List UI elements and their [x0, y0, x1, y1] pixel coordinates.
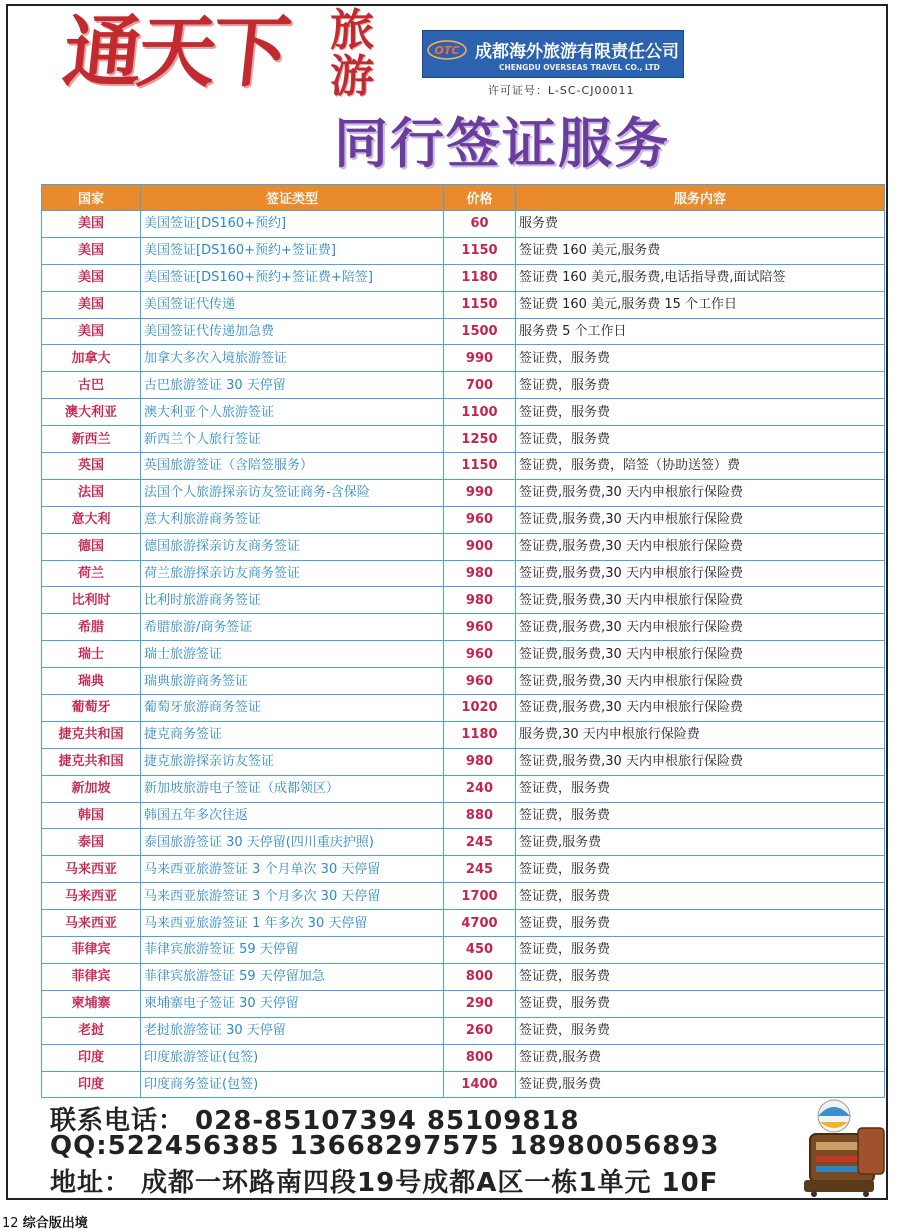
cell-service: 签证费，服务费: [516, 775, 885, 802]
cell-country: 新西兰: [42, 426, 141, 453]
cell-visa-type: 德国旅游探亲访友商务签证: [141, 533, 444, 560]
table-row: [42, 533, 885, 560]
cell-service: 签证费，服务费: [516, 802, 885, 829]
cell-service: 签证费,服务费,30 天内申根旅行保险费: [516, 560, 885, 587]
cell-price: 980: [444, 560, 516, 587]
cell-price: 260: [444, 1017, 516, 1044]
license-number: 许可证号：L-SC-CJ00011: [488, 84, 635, 97]
cell-visa-type: 马来西亚旅游签证 3 个月多次 30 天停留: [141, 883, 444, 910]
cell-visa-type: 菲律宾旅游签证 59 天停留加急: [141, 963, 444, 990]
section-name: 综合版出境: [22, 1216, 88, 1231]
cell-price: 1150: [444, 237, 516, 264]
table-row: [42, 399, 885, 426]
cell-service: 签证费,服务费,30 天内申根旅行保险费: [516, 614, 885, 641]
table-row: [42, 1017, 885, 1044]
cell-country: 希腊: [42, 614, 141, 641]
cell-price: 880: [444, 802, 516, 829]
table-row: [42, 802, 885, 829]
cell-service: 签证费,服务费,30 天内申根旅行保险费: [516, 748, 885, 775]
cell-country: 韩国: [42, 802, 141, 829]
table-header-row: [42, 185, 885, 211]
cell-price: 1250: [444, 426, 516, 453]
cell-visa-type: 澳大利亚个人旅游签证: [141, 399, 444, 426]
cell-country: 菲律宾: [42, 937, 141, 964]
cell-country: 英国: [42, 453, 141, 480]
table-row: [42, 345, 885, 372]
cell-visa-type: 美国签证[DS160+预约+签证费+陪签]: [141, 264, 444, 291]
table-row: [42, 668, 885, 695]
cell-service: 签证费 160 美元,服务费 15 个工作日: [516, 291, 885, 318]
cell-country: 荷兰: [42, 560, 141, 587]
cell-country: 意大利: [42, 506, 141, 533]
cell-service: 签证费,服务费,30 天内申根旅行保险费: [516, 695, 885, 722]
brand-title-side: 旅游: [330, 5, 374, 102]
cell-price: 4700: [444, 910, 516, 937]
luggage-suitcase-icon: [796, 1094, 888, 1198]
cell-service: 签证费 160 美元,服务费,电话指导费,面试陪签: [516, 264, 885, 291]
company-banner: [422, 30, 684, 78]
table-row: [42, 748, 885, 775]
cell-visa-type: 柬埔寨电子签证 30 天停留: [141, 990, 444, 1017]
table-row: [42, 829, 885, 856]
col-header-price: 价格: [444, 185, 516, 211]
cell-price: 245: [444, 829, 516, 856]
cell-price: 1500: [444, 318, 516, 345]
table-row: [42, 1044, 885, 1071]
table-row: [42, 291, 885, 318]
cell-price: 1150: [444, 291, 516, 318]
table-row: [42, 963, 885, 990]
cell-country: 捷克共和国: [42, 721, 141, 748]
table-row: [42, 695, 885, 722]
cell-country: 马来西亚: [42, 883, 141, 910]
cell-service: 签证费,服务费,30 天内申根旅行保险费: [516, 668, 885, 695]
table-row: [42, 211, 885, 238]
cell-country: 法国: [42, 479, 141, 506]
cell-service: 签证费,服务费,30 天内申根旅行保险费: [516, 533, 885, 560]
cell-country: 马来西亚: [42, 910, 141, 937]
table-row: [42, 775, 885, 802]
cell-price: 960: [444, 668, 516, 695]
table-row: [42, 264, 885, 291]
company-name-cn: 成都海外旅游有限责任公司: [475, 42, 679, 62]
cell-visa-type: 马来西亚旅游签证 1 年多次 30 天停留: [141, 910, 444, 937]
cell-service: 签证费，服务费: [516, 345, 885, 372]
cell-price: 980: [444, 587, 516, 614]
cell-visa-type: 美国签证[DS160+预约]: [141, 211, 444, 238]
cell-visa-type: 英国旅游签证（含陪签服务）: [141, 453, 444, 480]
visa-price-table: [41, 184, 885, 1098]
table-row: [42, 641, 885, 668]
cell-visa-type: 加拿大多次入境旅游签证: [141, 345, 444, 372]
table-row: [42, 318, 885, 345]
cell-country: 泰国: [42, 829, 141, 856]
cell-service: 签证费，服务费: [516, 937, 885, 964]
cell-price: 960: [444, 614, 516, 641]
cell-visa-type: 老挝旅游签证 30 天停留: [141, 1017, 444, 1044]
brand-title: 通天下: [59, 7, 291, 98]
cell-country: 葡萄牙: [42, 695, 141, 722]
contact-qq: QQ:522456385 13668297575 18980056893: [50, 1131, 720, 1161]
table-row: [42, 883, 885, 910]
cell-price: 960: [444, 506, 516, 533]
cell-visa-type: 泰国旅游签证 30 天停留(四川重庆护照): [141, 829, 444, 856]
cell-service: 签证费，服务费: [516, 963, 885, 990]
cell-visa-type: 瑞典旅游商务签证: [141, 668, 444, 695]
cell-price: 245: [444, 856, 516, 883]
cell-country: 加拿大: [42, 345, 141, 372]
table-row: [42, 614, 885, 641]
cell-country: 美国: [42, 264, 141, 291]
cell-country: 新加坡: [42, 775, 141, 802]
cell-price: 960: [444, 641, 516, 668]
cell-price: 450: [444, 937, 516, 964]
cell-price: 900: [444, 533, 516, 560]
cell-service: 签证费，服务费: [516, 426, 885, 453]
cell-price: 700: [444, 372, 516, 399]
svg-text:OTC: OTC: [434, 44, 460, 57]
cell-service: 签证费,服务费: [516, 1044, 885, 1071]
cell-service: 服务费: [516, 211, 885, 238]
cell-visa-type: 印度商务签证(包签): [141, 1071, 444, 1098]
table-row: [42, 453, 885, 480]
otc-logo-icon: [427, 39, 467, 61]
cell-visa-type: 捷克商务签证: [141, 721, 444, 748]
cell-visa-type: 美国签证代传递加急费: [141, 318, 444, 345]
cell-country: 美国: [42, 318, 141, 345]
cell-country: 菲律宾: [42, 963, 141, 990]
cell-service: 签证费，服务费: [516, 990, 885, 1017]
cell-service: 签证费,服务费,30 天内申根旅行保险费: [516, 587, 885, 614]
cell-price: 1100: [444, 399, 516, 426]
cell-visa-type: 新加坡旅游电子签证（成都领区）: [141, 775, 444, 802]
cell-visa-type: 古巴旅游签证 30 天停留: [141, 372, 444, 399]
cell-country: 美国: [42, 291, 141, 318]
cell-visa-type: 新西兰个人旅行签证: [141, 426, 444, 453]
cell-country: 老挝: [42, 1017, 141, 1044]
cell-visa-type: 捷克旅游探亲访友签证: [141, 748, 444, 775]
col-header-country: 国家: [42, 185, 141, 211]
cell-service: 签证费,服务费,30 天内申根旅行保险费: [516, 506, 885, 533]
cell-country: 德国: [42, 533, 141, 560]
cell-country: 美国: [42, 211, 141, 238]
cell-price: 240: [444, 775, 516, 802]
cell-price: 990: [444, 479, 516, 506]
cell-service: 签证费，服务费: [516, 856, 885, 883]
cell-visa-type: 韩国五年多次往返: [141, 802, 444, 829]
cell-visa-type: 印度旅游签证(包签): [141, 1044, 444, 1071]
cell-visa-type: 比利时旅游商务签证: [141, 587, 444, 614]
cell-country: 柬埔寨: [42, 990, 141, 1017]
cell-country: 比利时: [42, 587, 141, 614]
col-header-service: 服务内容: [516, 185, 885, 211]
visa-table-body: [42, 211, 885, 1098]
cell-price: 800: [444, 1044, 516, 1071]
cell-visa-type: 美国签证代传递: [141, 291, 444, 318]
cell-price: 60: [444, 211, 516, 238]
cell-price: 1180: [444, 264, 516, 291]
page-number: 12: [2, 1216, 19, 1231]
cell-service: 服务费 5 个工作日: [516, 318, 885, 345]
cell-country: 捷克共和国: [42, 748, 141, 775]
cell-country: 印度: [42, 1071, 141, 1098]
cell-service: 签证费，服务费: [516, 910, 885, 937]
cell-service: 签证费，服务费: [516, 1017, 885, 1044]
page-headline: 同行签证服务: [334, 112, 670, 175]
cell-service: 签证费 160 美元,服务费: [516, 237, 885, 264]
cell-country: 马来西亚: [42, 856, 141, 883]
cell-price: 990: [444, 345, 516, 372]
contact-address: 地址： 成都一环路南四段19号成都A区一栋1单元 10F: [50, 1168, 719, 1198]
cell-country: 古巴: [42, 372, 141, 399]
table-row: [42, 237, 885, 264]
cell-price: 800: [444, 963, 516, 990]
cell-price: 1020: [444, 695, 516, 722]
cell-price: 1180: [444, 721, 516, 748]
cell-service: 签证费,服务费: [516, 829, 885, 856]
table-row: [42, 856, 885, 883]
cell-price: 1150: [444, 453, 516, 480]
cell-price: 980: [444, 748, 516, 775]
cell-country: 澳大利亚: [42, 399, 141, 426]
contact-phone: 联系电话： 028-85107394 85109818: [50, 1106, 580, 1136]
table-row: [42, 587, 885, 614]
cell-price: 290: [444, 990, 516, 1017]
table-row: [42, 426, 885, 453]
cell-visa-type: 法国个人旅游探亲访友签证商务-含保险: [141, 479, 444, 506]
cell-service: 签证费，服务费: [516, 399, 885, 426]
cell-visa-type: 葡萄牙旅游商务签证: [141, 695, 444, 722]
cell-visa-type: 意大利旅游商务签证: [141, 506, 444, 533]
cell-price: 1400: [444, 1071, 516, 1098]
cell-visa-type: 瑞士旅游签证: [141, 641, 444, 668]
table-row: [42, 721, 885, 748]
cell-service: 签证费,服务费,30 天内申根旅行保险费: [516, 479, 885, 506]
table-row: [42, 990, 885, 1017]
cell-service: 服务费,30 天内申根旅行保险费: [516, 721, 885, 748]
cell-visa-type: 马来西亚旅游签证 3 个月单次 30 天停留: [141, 856, 444, 883]
cell-visa-type: 菲律宾旅游签证 59 天停留: [141, 937, 444, 964]
cell-visa-type: 美国签证[DS160+预约+签证费]: [141, 237, 444, 264]
cell-country: 美国: [42, 237, 141, 264]
cell-service: 签证费，服务费: [516, 372, 885, 399]
table-row: [42, 560, 885, 587]
col-header-visa-type: 签证类型: [141, 185, 444, 211]
table-row: [42, 479, 885, 506]
table-row: [42, 937, 885, 964]
company-name-en: CHENGDU OVERSEAS TRAVEL CO., LTD: [499, 63, 660, 72]
cell-country: 瑞士: [42, 641, 141, 668]
cell-price: 1700: [444, 883, 516, 910]
table-row: [42, 910, 885, 937]
cell-visa-type: 荷兰旅游探亲访友商务签证: [141, 560, 444, 587]
table-row: [42, 372, 885, 399]
cell-service: 签证费,服务费,30 天内申根旅行保险费: [516, 641, 885, 668]
cell-service: 签证费，服务费，陪签（协助送签）费: [516, 453, 885, 480]
cell-service: 签证费,服务费: [516, 1071, 885, 1098]
cell-country: 印度: [42, 1044, 141, 1071]
cell-country: 瑞典: [42, 668, 141, 695]
table-row: [42, 506, 885, 533]
cell-service: 签证费，服务费: [516, 883, 885, 910]
table-row: [42, 1071, 885, 1098]
cell-visa-type: 希腊旅游/商务签证: [141, 614, 444, 641]
page-footer: [2, 1212, 88, 1231]
